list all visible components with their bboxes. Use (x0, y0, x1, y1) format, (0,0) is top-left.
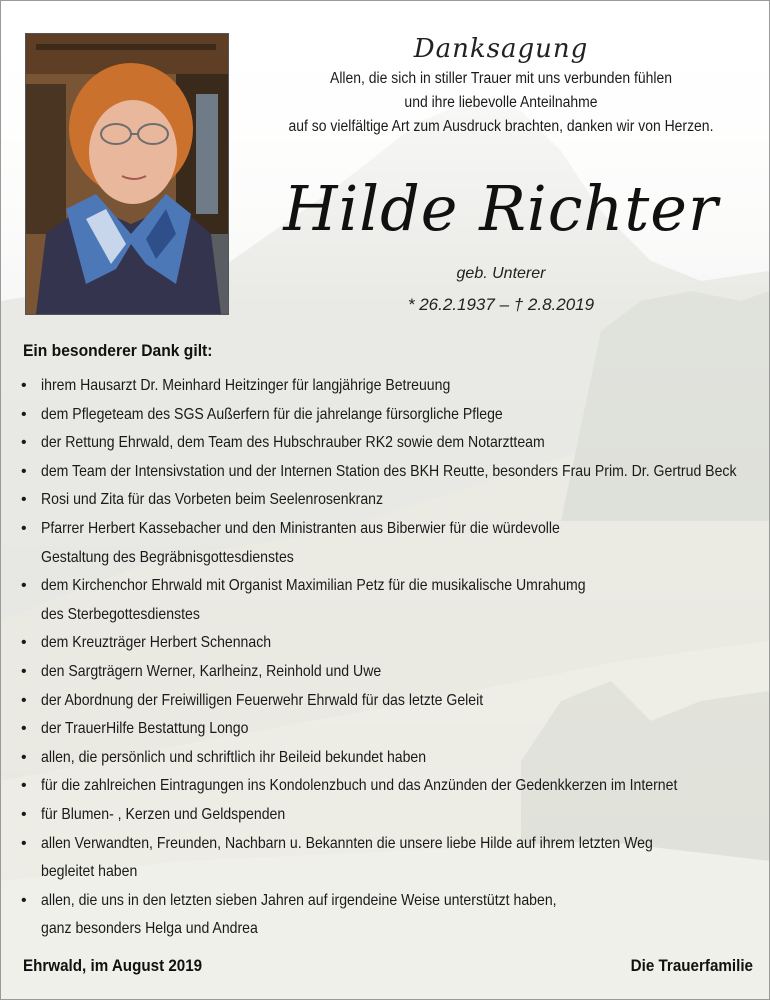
thanks-item (19, 372, 759, 401)
thanks-item-text: allen, die uns in den letzten sieben Jahren auf irgendeine Weise unterstützt haben, (41, 891, 557, 909)
bullet-icon: • (21, 462, 27, 480)
bullet-icon: • (21, 720, 27, 738)
thanks-item-text: Pfarrer Herbert Kassebacher und den Ministranten aus Biberwier für die würdevolle (41, 519, 560, 537)
thanks-item-text: der Rettung Ehrwald, dem Team des Hubschrauber RK2 sowie dem Notarztteam (41, 434, 545, 452)
thanks-item-text: dem Pflegeteam des SGS Außerfern für die jahrelange fürsorgliche Pflege (41, 405, 503, 423)
portrait-photo (25, 33, 229, 315)
thanks-item (19, 715, 759, 744)
deceased-name: Hilde Richter (283, 172, 719, 245)
thanks-item (19, 515, 759, 572)
intro-line-1: Allen, die sich in stiller Trauer mit uns verbunden fühlen (330, 70, 672, 87)
thanks-list (19, 372, 759, 944)
bullet-icon: • (21, 519, 27, 537)
bullet-icon: • (21, 662, 27, 680)
thanks-item-text: für Blumen- , Kerzen und Geldspenden (41, 805, 286, 823)
thanks-item-continuation: Gestaltung des Begräbnisgottesdienstes (41, 548, 294, 566)
bullet-icon: • (21, 405, 27, 423)
bullet-icon: • (21, 577, 27, 595)
thanks-item-text: der Abordnung der Freiwilligen Feuerwehr Ehrwald für das letzte Geleit (41, 691, 484, 709)
thanks-heading: Ein besonderer Dank gilt: (23, 341, 213, 360)
bullet-icon: • (21, 434, 27, 452)
thanks-item-text: allen, die persönlich und schriftlich ihr Beileid bekundet haben (41, 748, 427, 766)
intro-line-3: auf so vielfältige Art zum Ausdruck brachten, danken wir von Herzen. (288, 118, 714, 135)
thanks-item-text: den Sargträgern Werner, Karlheinz, Reinhold und Uwe (41, 662, 382, 680)
thanks-item-continuation: ganz besonders Helga und Andrea (41, 920, 258, 938)
thanks-item (19, 772, 759, 801)
thanks-item (19, 801, 759, 830)
thanks-item (19, 887, 759, 944)
thanks-item (19, 458, 759, 487)
thanks-item (19, 744, 759, 773)
bullet-icon: • (21, 748, 27, 766)
thanks-item (19, 830, 759, 887)
thanks-item-text: dem Kirchenchor Ehrwald mit Organist Maximilian Petz für die musikalische Umrahumg (41, 577, 586, 595)
thanks-item-continuation: des Sterbegottesdienstes (41, 605, 200, 623)
thanks-item (19, 429, 759, 458)
bullet-icon: • (21, 891, 27, 909)
thanks-item (19, 572, 759, 629)
bullet-icon: • (21, 634, 27, 652)
thanks-item (19, 401, 759, 430)
bullet-icon: • (21, 777, 27, 795)
thanks-item (19, 658, 759, 687)
header-block (251, 31, 751, 139)
thanks-item-text: der TrauerHilfe Bestattung Longo (41, 720, 249, 738)
thanks-item (19, 486, 759, 515)
thanks-item-continuation: begleitet haben (41, 863, 138, 881)
bullet-icon: • (21, 691, 27, 709)
bullet-icon: • (21, 377, 27, 394)
bullet-icon: • (21, 491, 27, 509)
life-dates: * 26.2.1937 – † 2.8.2019 (407, 295, 595, 314)
thanks-item-text: Rosi und Zita für das Vorbeten beim Seelenrosenkranz (41, 491, 384, 509)
signature: Die Trauerfamilie (630, 957, 753, 975)
bullet-icon: • (21, 834, 27, 852)
intro-line-2: und ihre liebevolle Anteilnahme (404, 94, 598, 111)
birth-name: geb. Unterer (456, 265, 546, 282)
bullet-icon: • (21, 805, 27, 823)
place-date: Ehrwald, im August 2019 (23, 957, 203, 975)
thanks-item (19, 629, 759, 658)
thanks-item-text: dem Kreuzträger Herbert Schennach (41, 634, 272, 652)
thanks-item-text: für die zahlreichen Eintragungen ins Kondolenzbuch und das Anzünden der Gedenkkerzen im Internet (41, 777, 678, 795)
thanks-item-text: dem Team der Intensivstation und der Internen Station des BKH Reutte, besonders Frau Prim. Dr. Gertrud Beck (41, 462, 737, 480)
thanks-item-text: ihrem Hausarzt Dr. Meinhard Heitzinger für langjährige Betreuung (41, 377, 451, 394)
thanks-item (19, 687, 759, 716)
thanks-item-text: allen Verwandten, Freunden, Nachbarn u. Bekannten die unsere liebe Hilde auf ihrem letzten Weg (41, 834, 653, 852)
danksagung-title: Danksagung (413, 34, 589, 64)
